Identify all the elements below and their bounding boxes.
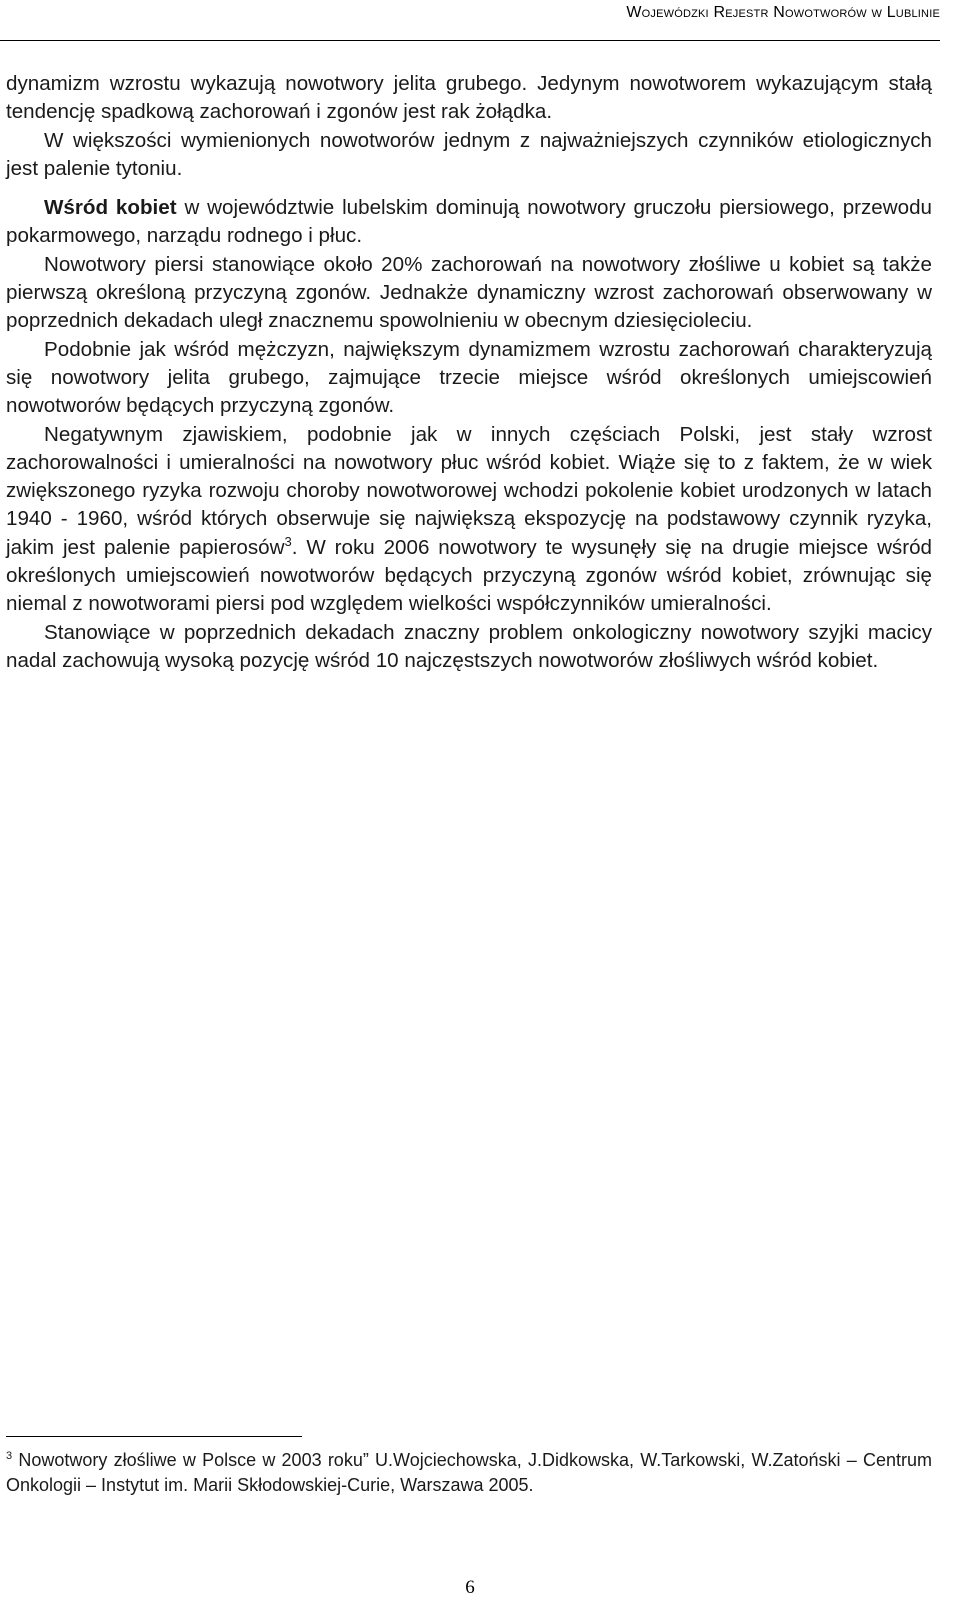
- paragraph-lung-cancer-text-a: Negatywnym zjawiskiem, podobnie jak w innych częściach Polski, jest stały wzrost zachorowalności i umieralności na nowotwory płuc wśród kobiet. Wiąże się to z faktem, że w wiek zwiększonego ryzyka rozwoju choroby nowotworowej wchodzi pokolenie kobiet urodzonych w latach 1940 - 1960, wśród których obserwuje się największą ekspozycję na podstawowy czynnik ryzyka, jakim jest palenie papierosów: [6, 422, 932, 559]
- paragraph-colorectal: [6, 336, 932, 421]
- paragraph-colorectal-text: Podobnie jak wśród mężczyzn, największym dynamizmem wzrostu zachorowań charakteryzują się nowotwory jelita grubego, zajmujące trzecie miejsce wśród określonych umiejscowień nowotworów będących przyczyną zgonów.: [6, 337, 932, 418]
- paragraph-lung-cancer: [6, 421, 932, 619]
- footnote-reference: 3: [284, 533, 292, 549]
- running-header: [0, 0, 940, 41]
- paragraph-breast-cancer-text: Nowotwory piersi stanowiące około 20% zachorowań na nowotwory złośliwe u kobiet są także pierwszą określoną przyczyną zgonów. Jednakże dynamiczny wzrost zachorowań obserwowany w poprzednich dekadach uległ znacznemu spowolnieniu w obecnym dziesięcioleciu.: [6, 252, 932, 333]
- paragraph-lung-cancer-text-b: . W roku 2006 nowotwory te wysunęły się na drugie miejsce wśród określonych umiejscowień nowotworów będących przyczyną zgonów wśród kobiet, zrównując się niemal z nowotworami piersi pod względem wielkości współczynników umieralności.: [6, 535, 932, 616]
- paragraph-etiology-text: W większości wymienionych nowotworów jednym z najważniejszych czynników etiologicznych jest palenie tytoniu.: [6, 128, 932, 180]
- footnote-separator: [6, 1436, 302, 1437]
- paragraph-women-intro: [6, 194, 932, 251]
- document-body: [6, 70, 932, 675]
- paragraph-cervical: [6, 619, 932, 676]
- bold-lead-text: Wśród kobiet: [44, 196, 177, 220]
- paragraph-cervical-text: Stanowiące w poprzednich dekadach znaczny problem onkologiczny nowotwory szyjki macicy nadal zachowują wysoką pozycję wśród 10 najczęstszych nowotworów złośliwych wśród kobiet.: [6, 620, 932, 672]
- header-title: Wojewódzki Rejestr Nowotworów w Lublinie: [626, 4, 940, 21]
- footnote-marker: 3: [6, 1450, 13, 1462]
- paragraph-women-intro-text: w województwie lubelskim dominują nowotwory gruczołu piersiowego, przewodu pokarmowego, narządu rodnego i płuc.: [6, 196, 932, 248]
- paragraph-etiology: [6, 127, 932, 184]
- paragraph-breast-cancer: [6, 251, 932, 336]
- page-number: 6: [465, 1577, 475, 1598]
- footnote: [6, 1448, 932, 1498]
- footnote-text: Nowotwory złośliwe w Polsce w 2003 roku” U.Wojciechowska, J.Didkowska, W.Tarkowski, W.Zatoński – Centrum Onkologii – Instytut im. Marii Skłodowskiej-Curie, Warszawa 2005.: [6, 1450, 932, 1495]
- paragraph-continuation: dynamizm wzrostu wykazują nowotwory jelita grubego. Jedynym nowotworem wykazującym stałą tendencję spadkową zachorowań i zgonów jest rak żołądka.: [6, 72, 932, 124]
